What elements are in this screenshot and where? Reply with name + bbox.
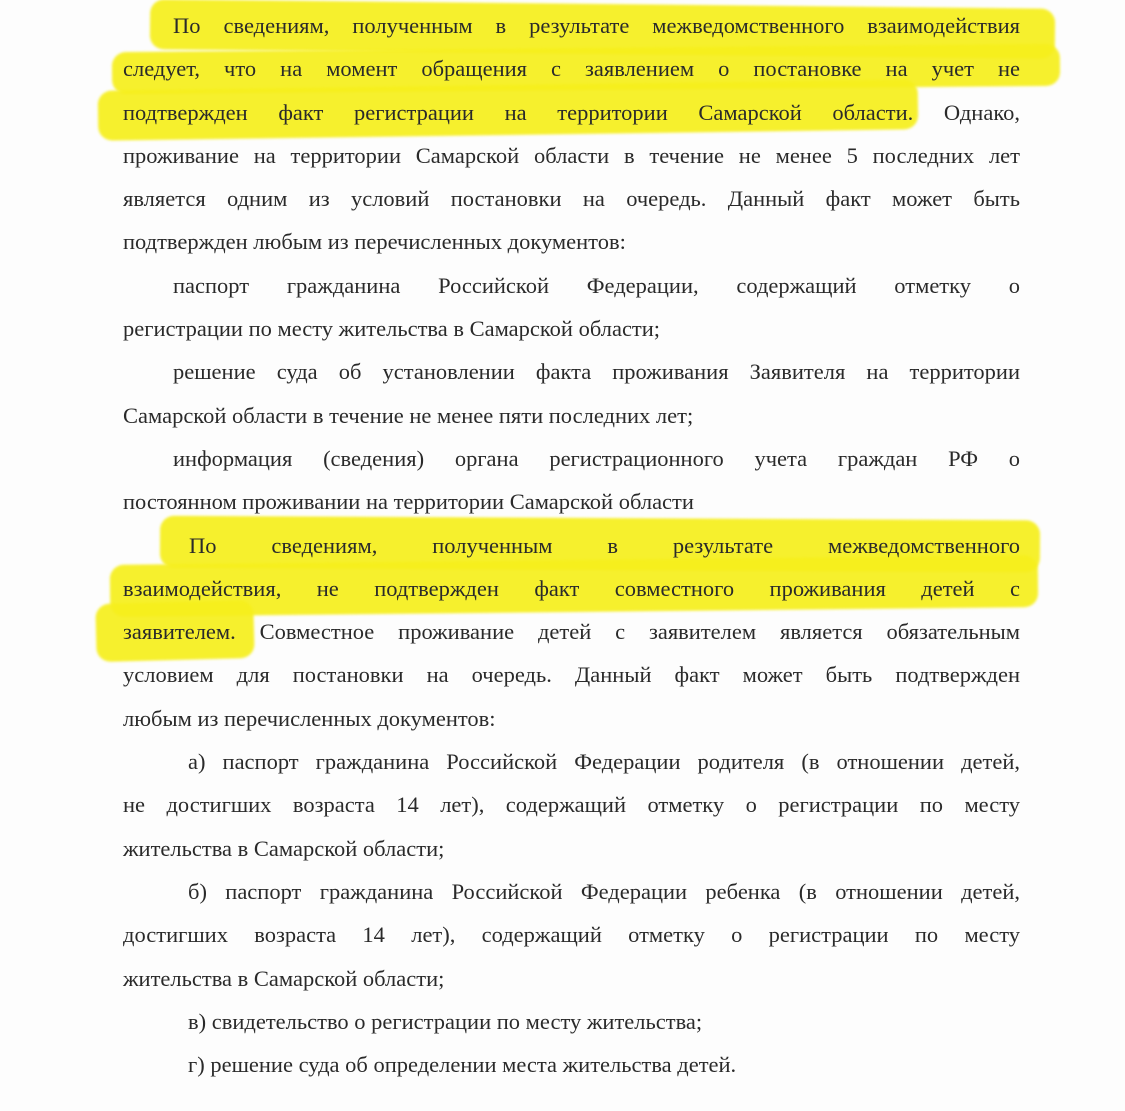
text-line: проживание на территории Самарской области в течение не менее 5 последних лет [123, 142, 1020, 168]
text-line: достигших возраста 14 лет), содержащий отметку о регистрации по месту [123, 922, 1020, 948]
text-line: а) паспорт гражданина Российской Федерации родителя (в отношении детей, [188, 749, 1020, 775]
text-line: г) решение суда об определении места жительства детей. [188, 1052, 737, 1078]
text-line: любым из перечисленных документов: [123, 705, 496, 731]
text-line: не достигших возраста 14 лет), содержащий отметку о регистрации по месту [123, 792, 1020, 818]
text-line: взаимодействия, не подтвержден факт совместного проживания детей с [123, 575, 1020, 601]
text-line: подтвержден факт регистрации на территории Самарской области. Однако, [123, 99, 1020, 125]
document-body [123, 10, 1020, 1092]
text-line: регистрации по месту жительства в Самарской области; [123, 316, 661, 342]
text-line: постоянном проживании на территории Самарской области [123, 489, 694, 515]
text-line: По сведениям, полученным в результате межведомственного взаимодействия [173, 13, 1020, 38]
text-line: заявителем. Совместное проживание детей с заявителем является обязательным [123, 619, 1020, 645]
text-line: б) паспорт гражданина Российской Федерации ребенка (в отношении детей, [188, 878, 1020, 904]
text-line: в) свидетельство о регистрации по месту жительства; [188, 1008, 703, 1034]
text-line: информация (сведения) органа регистрационного учета граждан РФ о [173, 445, 1020, 471]
paragraph [123, 746, 1020, 876]
text-line: жительства в Самарской области; [123, 835, 445, 861]
paragraph [123, 270, 1020, 357]
text-line: По сведениям, полученным в результате межведомственного [189, 532, 1020, 558]
paragraph [123, 10, 1020, 270]
paragraph [123, 443, 1020, 530]
text-line: жительства в Самарской области; [123, 965, 445, 991]
text-line: Самарской области в течение не менее пяти последних лет; [123, 402, 694, 428]
text-line: паспорт гражданина Российской Федерации, содержащий отметку о [173, 272, 1020, 298]
paragraph [123, 530, 1020, 746]
paragraph [123, 1049, 1020, 1092]
text-line: следует, что на момент обращения с заявлением о постановке на учет не [123, 56, 1020, 82]
text-line: условием для постановки на очередь. Данный факт может быть подтвержден [123, 662, 1020, 688]
paragraph [123, 1006, 1020, 1049]
text-line: решение суда об установлении факта проживания Заявителя на территории [173, 359, 1020, 385]
text-line: является одним из условий постановки на очередь. Данный факт может быть [123, 186, 1020, 212]
text-line: подтвержден любым из перечисленных документов: [123, 229, 626, 255]
paragraph [123, 876, 1020, 1006]
paragraph [123, 356, 1020, 443]
